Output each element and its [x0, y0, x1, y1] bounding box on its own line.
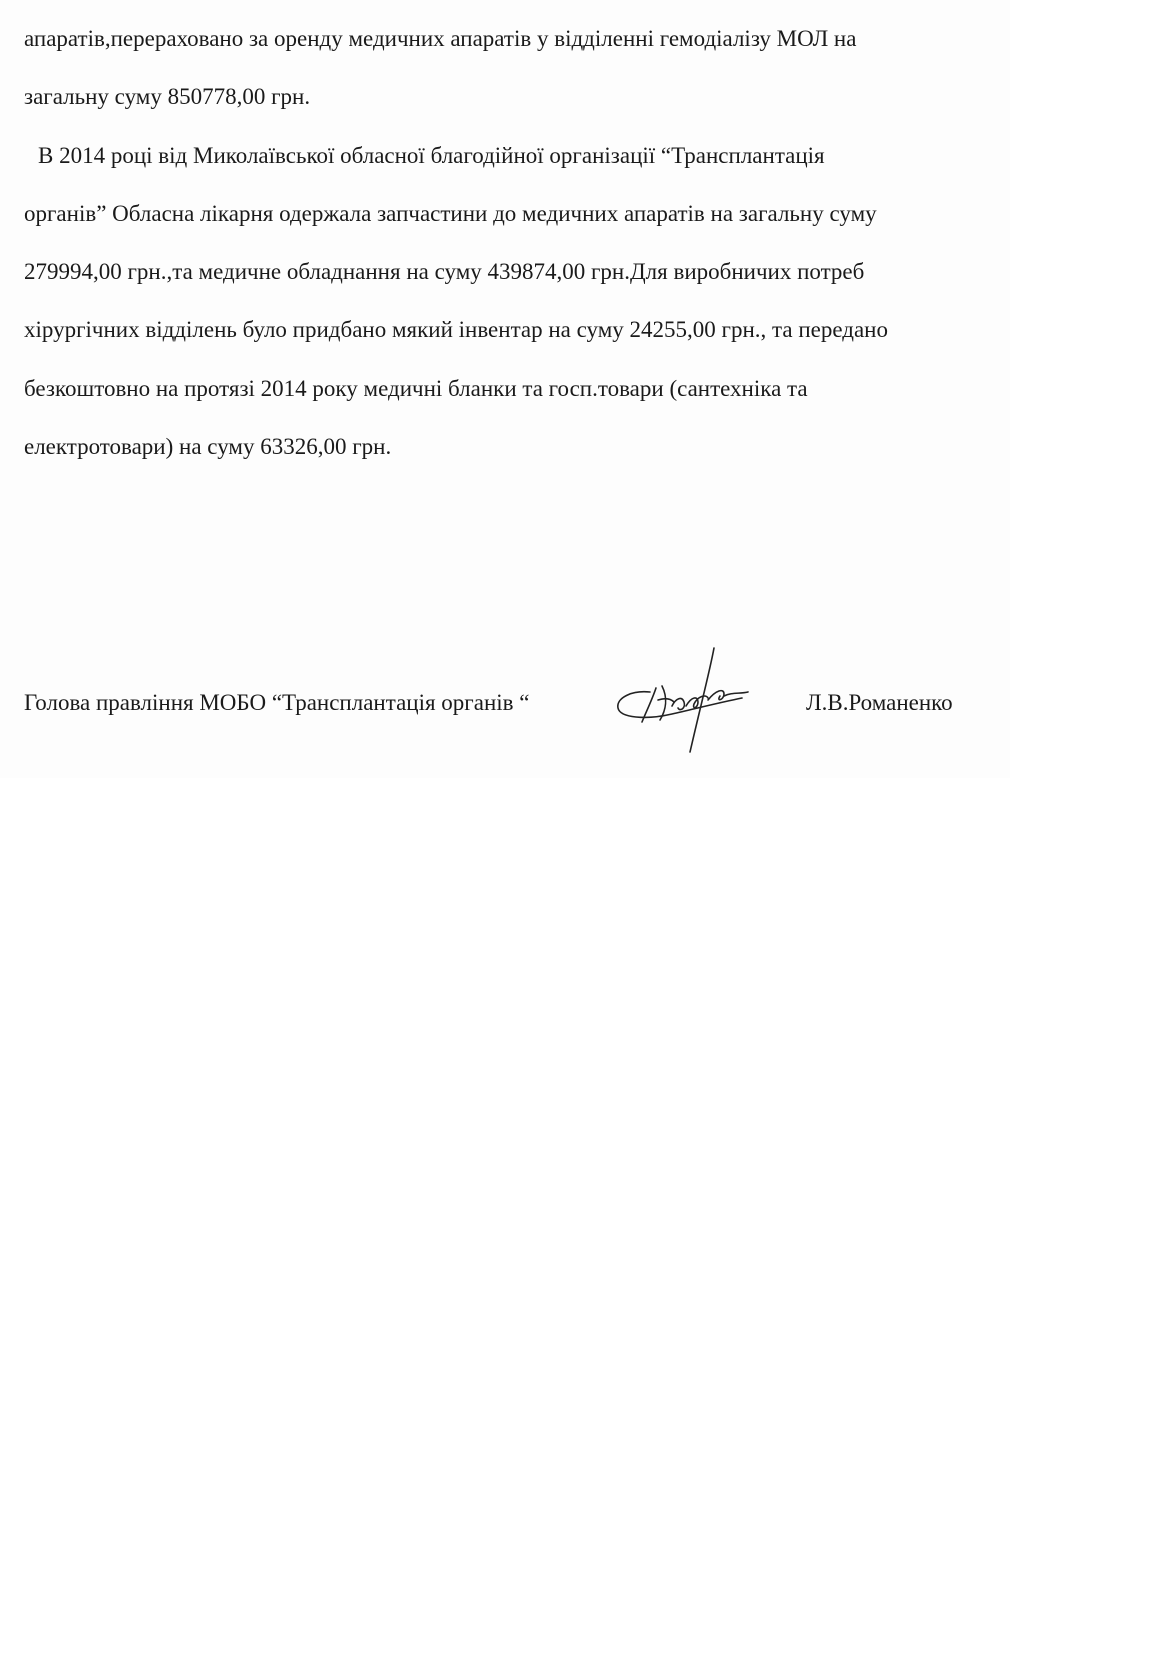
signature-row	[24, 688, 999, 728]
text-line-8: електротовари) на суму 63326,00 грн.	[24, 434, 392, 460]
signatory-name: Л.В.Романенко	[806, 690, 953, 715]
text-line-5: 279994,00 грн.,та медичне обладнання на суму 439874,00 грн.Для виробничих потреб	[24, 259, 865, 285]
text-line-4: органів” Обласна лікарня одержала запчастини до медичних апаратів на загальну суму	[24, 200, 877, 226]
scanned-page	[0, 0, 1010, 778]
text-line-1: апаратів,перераховано за оренду медичних апаратів у відділенні гемодіалізу МОЛ на	[24, 26, 857, 51]
handwritten-signature-icon	[612, 640, 762, 755]
text-line-7: безкоштовно на протязі 2014 року медичні бланки та госп.товари (сантехніка та	[24, 375, 808, 401]
body-text	[24, 10, 999, 476]
position-title: Голова правління МОБО “Трансплантація органів “	[24, 690, 530, 715]
text-line-2: загальну суму 850778,00 грн.	[24, 84, 311, 110]
text-line-6: хірургічних відділень було придбано мякий інвентар на суму 24255,00 грн., та передано	[24, 317, 888, 343]
text-line-3: В 2014 році від Миколаївської обласної благодійної організації “Трансплантація	[38, 142, 825, 168]
